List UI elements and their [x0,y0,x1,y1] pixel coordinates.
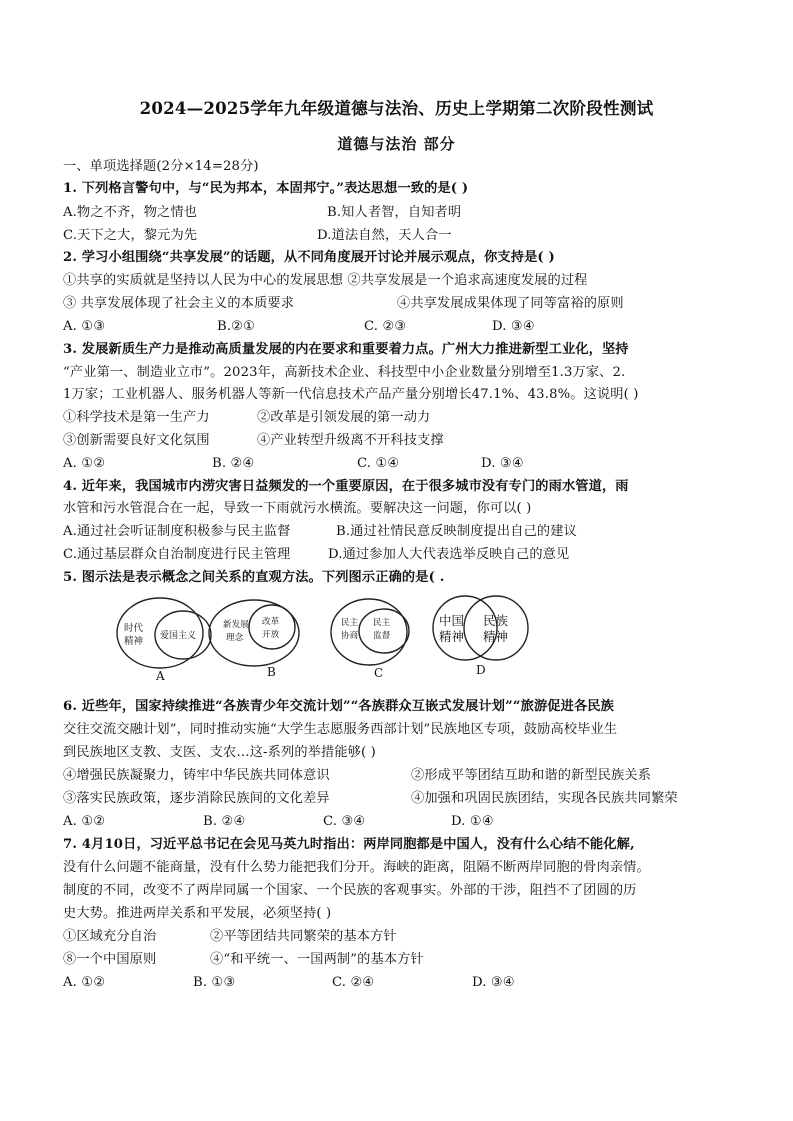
q7-statement-1: ①区域充分自治 [63,929,157,944]
diagram-c-left-label-2: 协商 [341,631,359,641]
q3-stem-line-2: “产业第一、制造业立市”。2023年，高新技术企业、科技型中小企业数量分别增至1.3万家、2. [63,365,626,380]
q5-stem: 5. 图示法是表示概念之间关系的直观方法。下列图示正确的是( . [63,570,445,585]
diagram-d-left-label-1: 中国 [439,613,465,628]
diagram-a-outer-label-2: 精神 [124,636,144,647]
diagram-d-right-label-2: 精神 [483,629,509,644]
q3-stem-line-3: 1万家；工业机器人、服务机器人等新一代信息技术产品产量分别增长47.1%、43.8%。这说明( ) [63,387,639,402]
q4-stem-line-1: 4. 近年来，我国城市内涝灾害日益频发的一个重要原因，在于很多城市没有专门的雨水管道，雨 [63,479,629,494]
diagram-d-letter: D [476,663,486,677]
q3-statement-1: ①科学技术是第一生产力 [63,410,210,425]
q6-stem-line-1: 6. 近些年，国家持续推进“各族青少年交流计划”“各族群众互嵌式发展计划”“旅游促进各民族 [63,699,614,714]
q1-option-d: D.道法自然，天人合一 [317,228,452,243]
q6-statement-1: ④增强民族凝聚力，铸牢中华民族共同体意识 [63,768,330,783]
q7-option-c: C. ②④ [332,975,375,990]
page-subtitle: 道德与法治 部分 [337,135,456,153]
q7-option-b: B. ①③ [193,975,236,990]
q3-stem-line-1: 3. 发展新质生产力是推动高质量发展的内在要求和重要着力点。广州大力推进新型工业化，坚持 [63,342,629,357]
q4-option-c: C.通过基层群众自治制度进行民主管理 [63,547,291,562]
q7-statement-2: ②平等团结共同繁荣的基本方针 [210,929,397,944]
q4-option-a: A.通过社会听证制度积极参与民主监督 [63,524,291,539]
page-title: 2024—2025学年九年级道德与法治、历史上学期第二次阶段性测试 [139,98,654,118]
q1-option-b: B.知人者智，自知者明 [327,205,462,220]
q3-statement-2: ②改革是引领发展的第一动力 [257,410,431,425]
q6-option-b: B. ②④ [203,814,246,829]
q7-stem-line-4: 史大势。推进两岸关系和平发展，必须坚持( ) [63,906,332,921]
diagram-b-inner-label-1: 改革 [262,617,280,627]
q2-option-d: D. ③④ [492,319,535,334]
q7-stem-line-3: 制度的不同，改变不了两岸同属一个国家、一个民族的客观事实。外部的干涉，阻挡不了团圆的历 [63,883,637,898]
diagram-b-letter: B [267,665,276,679]
diagram-d-right-circle [464,596,528,660]
q6-option-d: D. ①④ [451,814,494,829]
q6-stem-line-2: 交往交流交融计划”，同时推动实施“大学生志愿服务西部计划”民族地区专项，鼓励高校毕业生 [63,722,618,737]
q7-stem-line-2: 没有什么问题不能商量，没有什么势力能把我们分开。海峡的距离，阻隔不断两岸同胞的骨肉亲情。 [63,860,650,875]
diagram-d-left-circle [433,596,497,660]
diagram-c-left-label-1: 民主 [341,618,359,628]
q7-stem-line-1: 7. 4月10日，习近平总书记在会见马英九时指出：两岸同胞都是中国人，没有什么心结不能化解, [63,837,635,852]
q7-option-a: A. ①② [63,975,106,990]
q1-option-c: C.天下之大，黎元为先 [63,228,198,243]
q7-option-d: D. ③④ [472,975,515,990]
q7-statement-4: ④“和平统一、一国两制”的基本方针 [210,952,424,967]
q1-option-a: A.物之不齐，物之情也 [63,205,198,220]
diagram-b-left-label-1: 新发展 [223,620,249,630]
diagram-d-right-label-1: 民族 [483,613,509,628]
diagram-c-inner-label-1: 民主 [373,618,391,628]
diagram-c-inner-label-2: 监督 [373,631,391,641]
q3-option-b: B. ②④ [212,456,255,471]
diagram-d-left-label-2: 精神 [439,629,465,644]
diagram-b-inner-label-2: 开放 [262,630,280,640]
q4-stem-line-2: 水管和污水管混合在一起，导致一下雨就污水横流。要解决这一问题，你可以( ) [63,501,532,516]
q3-statement-3: ③创新需要良好文化氛围 [63,433,210,448]
q3-option-a: A. ①② [63,456,106,471]
q2-option-a: A. ①③ [63,319,106,334]
q2-stem: 2. 学习小组围绕“共享发展”的话题，从不同角度展开讨论并展示观点，你支持是( ) [63,250,555,265]
section-heading: 一、单项选择题(2分×14=28分) [63,159,259,174]
q4-option-d: D.通过参加人大代表选举反映自己的意见 [328,547,570,562]
q6-statement-2: ②形成平等团结互助和谐的新型民族关系 [411,768,652,783]
q4-option-b: B.通过社情民意反映制度提出自己的建议 [336,524,577,539]
diagram-b-inner-circle [249,605,295,649]
q6-stem-line-3: 到民族地区支教、支医、支农…这-系列的举措能够( ) [63,745,376,760]
q3-option-d: D. ③④ [481,456,524,471]
diagram-a-inner-label: 爱国主义 [160,631,197,641]
q2-option-b: B.②① [217,319,256,334]
q2-statement-4: ④共享发展成果体现了同等富裕的原则 [397,296,624,311]
q2-option-c: C. ②③ [364,319,407,334]
q6-option-a: A. ①② [63,814,106,829]
q2-statement-3: ③ 共享发展体现了社会主义的本质要求 [63,296,295,311]
q3-option-c: C. ①④ [357,456,400,471]
q6-statement-4: ④加强和巩固民族团结，实现各民族共同繁荣 [411,791,678,806]
q1-stem: 1. 下列格言警句中，与“民为邦本，本固邦宁。”表达思想一致的是( ) [63,181,469,196]
diagram-a-letter: A [156,669,165,683]
q2-statement-1-2: ①共享的实质就是坚持以人民为中心的发展思想 ②共享发展是一个追求高速度发展的过程 [63,273,588,288]
q3-statement-4: ④产业转型升级离不开科技支撑 [257,433,444,448]
diagram-b-left-label-2: 理念 [226,633,244,643]
q6-option-c: C. ③④ [323,814,366,829]
diagram-c-letter: C [374,666,384,680]
q7-statement-3: ⑧一个中国原则 [63,952,157,967]
diagram-a-outer-label-1: 时代 [124,623,144,634]
q6-statement-3: ③落实民族政策，逐步消除民族间的文化差异 [63,791,330,806]
